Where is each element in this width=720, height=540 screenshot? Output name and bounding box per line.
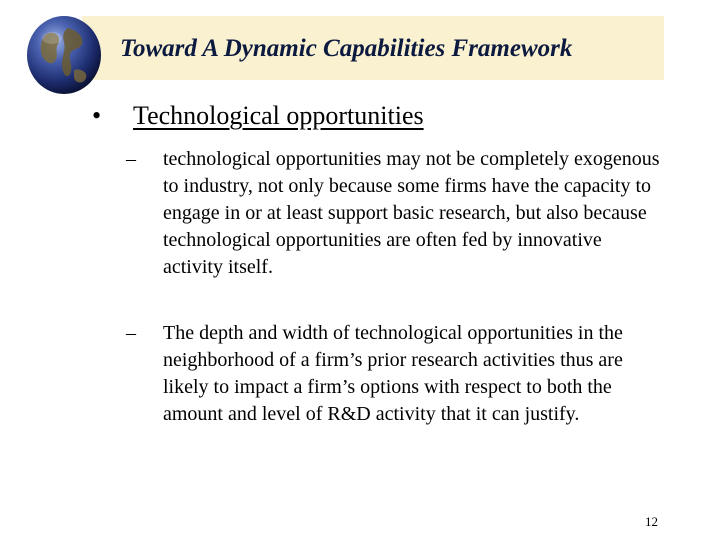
sub-item-marker: – xyxy=(126,322,136,344)
sub-item-text: The depth and width of technological opportunities in the neighborhood of a firm’s prior research activities thus are likely to impact a firm’s options with respect to both the amount and level of R&D activity that it can justify. xyxy=(163,322,623,425)
globe-icon xyxy=(24,14,104,96)
slide-title: Toward A Dynamic Capabilities Framework xyxy=(120,35,573,62)
bullet-marker: • xyxy=(92,101,102,130)
sub-item-text: technological opportunities may not be completely exogenous to industry, not only because some firms have the capacity to engage in or at least support basic research, but also because technological opportunities are often fed by innovative activity itself. xyxy=(163,148,660,278)
page-number: 12 xyxy=(645,514,658,529)
bullet-text: Technological opportunities xyxy=(133,101,424,130)
sub-item-marker: – xyxy=(126,148,136,170)
